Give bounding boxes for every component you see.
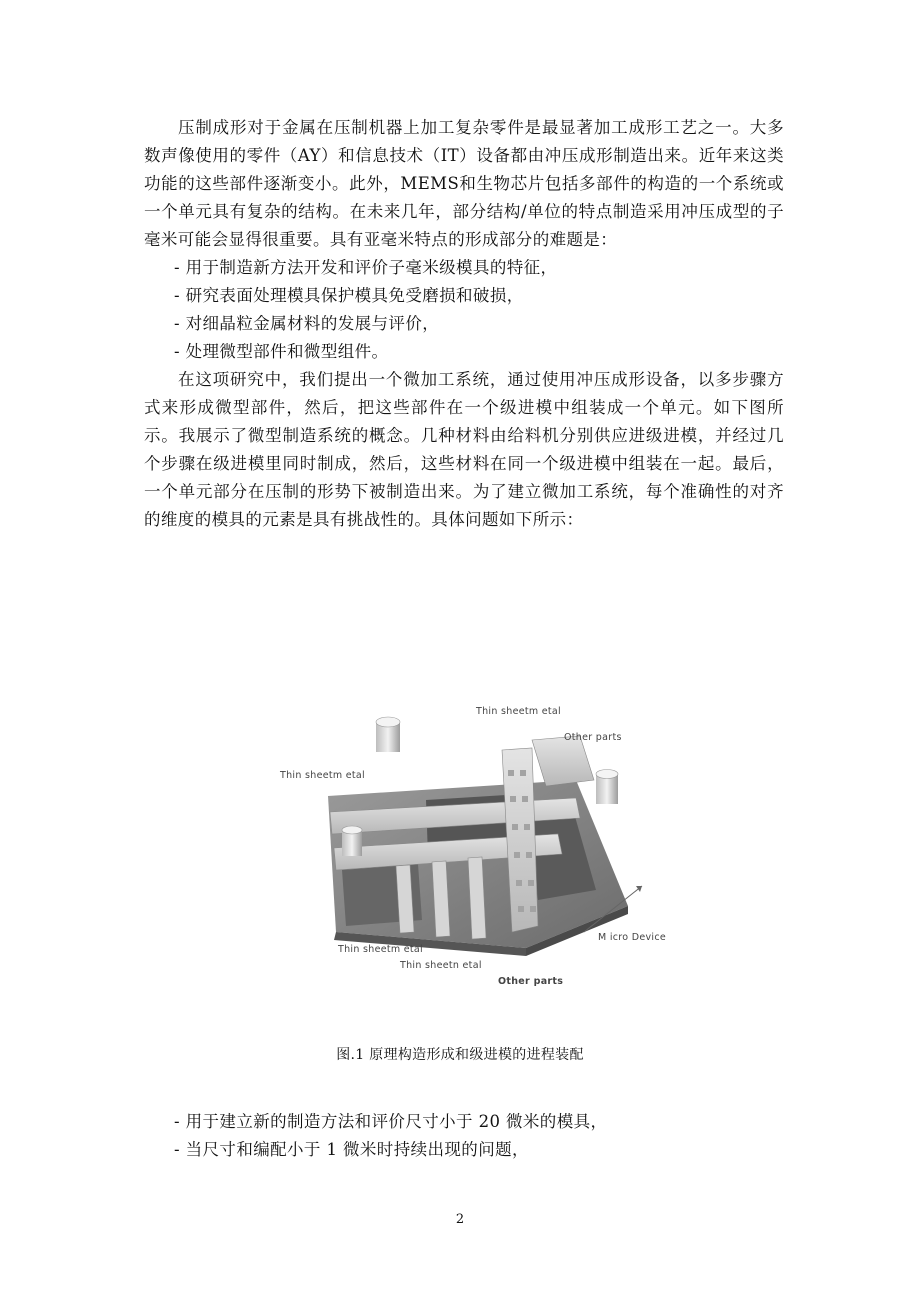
sheet-metal-strip-top (532, 736, 594, 786)
label-top-sheet: Thin sheetm etal (476, 706, 561, 717)
label-other-parts-top: Other parts (564, 732, 622, 743)
intro-section (144, 114, 784, 534)
punch-fingers (396, 857, 486, 939)
problem-item: - 当尺寸和编配小于 1 微米时持续出现的问题， (174, 1140, 529, 1159)
problems-section (144, 1108, 784, 1164)
page-number: 2 (455, 1212, 465, 1227)
output-arrow-head (636, 886, 642, 892)
label-other-parts-bottom: Other parts (498, 976, 564, 987)
challenge-item: - 用于制造新方法开发和评价子毫米级模具的特征， (174, 258, 558, 277)
label-left-sheet: Thin sheetm etal (280, 770, 365, 781)
label-micro-device: M icro Device (598, 932, 666, 943)
figure-caption: 图.1 原理构造形成和级进模的进程装配 (336, 1047, 584, 1063)
progressive-die-figure (276, 700, 672, 995)
label-bottom-sheet-1: Thin sheetm etal (338, 944, 423, 955)
challenge-item: - 研究表面处理模具保护模具免受磨损和破损， (174, 286, 524, 305)
problem-item: - 用于建立新的制造方法和评价尺寸小于 20 微米的模具， (174, 1112, 608, 1131)
challenge-item: - 处理微型部件和微型组件。 (174, 342, 389, 361)
intro-paragraph: 压制成形对于金属在压制机器上加工复杂零件是最显著加工成形工艺之一。大多数声像使用的零件（AY）和信息技术（IT）设备都由冲压成形制造出来。近年来这类功能的这些部件逐渐变小。此外，MEMS和生物芯片包括多部件的构造的一个系统或一个单元具有复杂的结构。在未来几年，部分结构/单位的特点制造采用冲压成型的子毫米可能会显得很重要。具有亚毫米特点的形成部分的难题是： (144, 118, 784, 249)
challenge-item: - 对细晶粒金属材料的发展与评价， (174, 314, 440, 333)
system-paragraph: 在这项研究中，我们提出一个微加工系统，通过使用冲压成形设备，以多步骤方式来形成微型部件，然后，把这些部件在一个级进模中组装成一个单元。如下图所示。我展示了微型制造系统的概念。几种材料由给料机分别供应进级进模，并经过几个步骤在级进模里同时制成，然后，这些材料在同一个级进模中组装在一起。最后，一个单元部分在压制的形势下被制造出来。为了建立微加工系统，每个准确性的对齐的维度的模具的元素是具有挑战性的。具体问题如下所示： (144, 370, 784, 529)
progressive-die-illustration (276, 700, 672, 995)
label-bottom-sheet-2: Thin sheetn etal (400, 960, 482, 971)
